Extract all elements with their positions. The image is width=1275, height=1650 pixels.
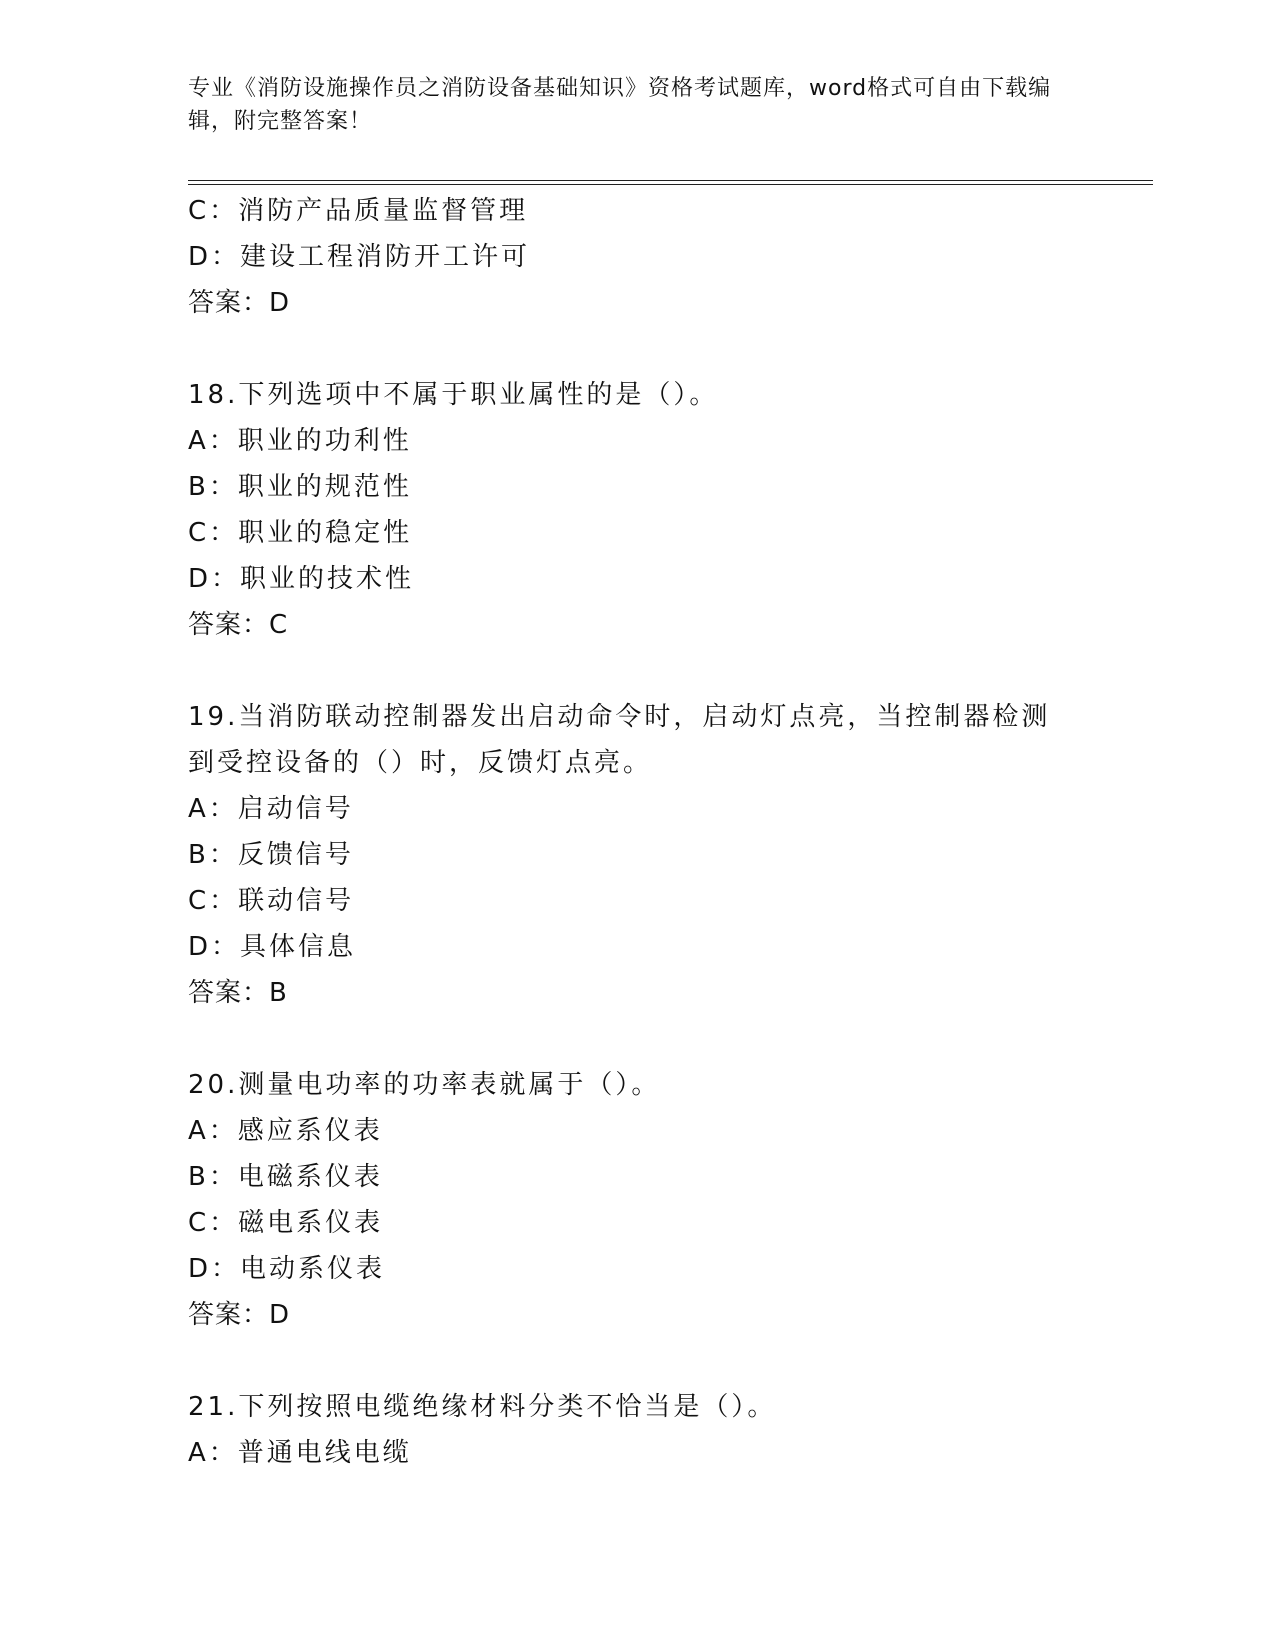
question-stem: 19.当消防联动控制器发出启动命令时，启动灯点亮，当控制器检测到受控设备的（）时，反馈灯点亮。 [188, 702, 1051, 778]
document-header: 专业《消防设施操作员之消防设备基础知识》资格考试题库，word格式可自由下载编辑，附完整答案！ [188, 76, 1052, 134]
question-18 [188, 372, 1088, 648]
question-stem: 20.测量电功率的功率表就属于（）。 [188, 1070, 661, 1100]
option-b: B：职业的规范性 [188, 472, 412, 502]
option-c: C：职业的稳定性 [188, 518, 413, 548]
question-17-continuation [188, 188, 1088, 326]
spacer [188, 1338, 1088, 1384]
option-a: A：职业的功利性 [188, 426, 412, 456]
document-body [188, 188, 1088, 1476]
option-b: B：反馈信号 [188, 840, 354, 870]
answer: 答案：C [188, 610, 289, 640]
option-a: A：普通电线电缆 [188, 1438, 412, 1468]
option-d: D：建设工程消防开工许可 [188, 242, 531, 272]
option-b: B：电磁系仪表 [188, 1162, 383, 1192]
option-c: C：联动信号 [188, 886, 355, 916]
question-19 [188, 694, 1088, 1016]
answer: 答案：D [188, 288, 291, 318]
answer: 答案：D [188, 1300, 291, 1330]
option-d: D：具体信息 [188, 932, 357, 962]
question-21 [188, 1384, 1088, 1476]
question-stem: 21.下列按照电缆绝缘材料分类不恰当是（）。 [188, 1392, 777, 1422]
question-stem: 18.下列选项中不属于职业属性的是（）。 [188, 380, 719, 410]
option-a: A：感应系仪表 [188, 1116, 383, 1146]
option-d: D：电动系仪表 [188, 1254, 386, 1284]
spacer [188, 648, 1088, 694]
spacer [188, 326, 1088, 372]
option-c: C：磁电系仪表 [188, 1208, 384, 1238]
option-c: C：消防产品质量监督管理 [188, 196, 529, 226]
option-d: D：职业的技术性 [188, 564, 415, 594]
option-a: A：启动信号 [188, 794, 354, 824]
question-20 [188, 1062, 1088, 1338]
spacer [188, 1016, 1088, 1062]
answer: 答案：B [188, 978, 288, 1008]
header-double-rule [188, 180, 1153, 185]
